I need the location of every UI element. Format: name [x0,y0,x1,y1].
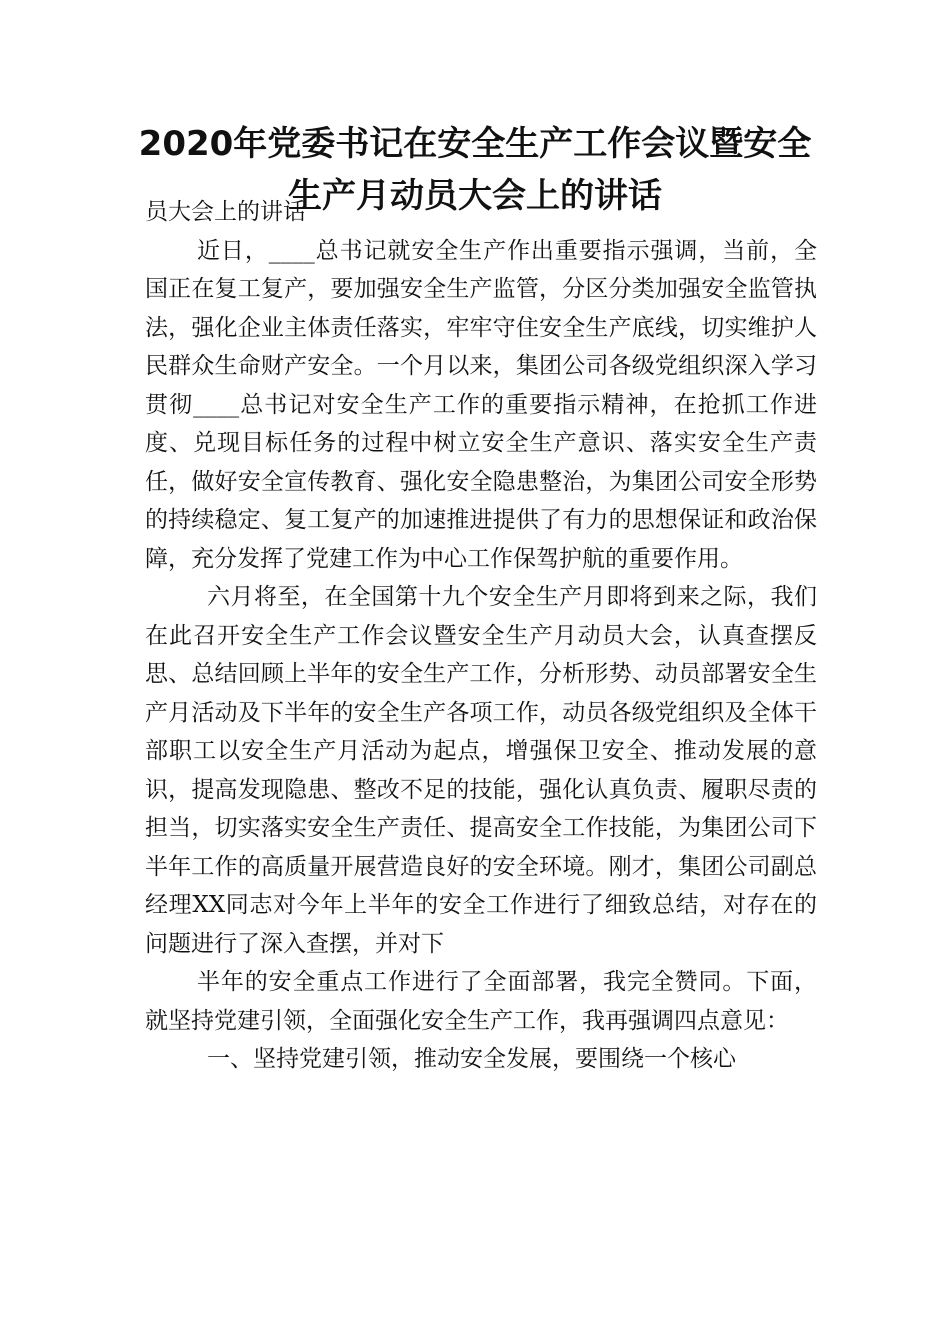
paragraph-fragment: 员大会上的讲话 [145,199,306,225]
section-heading: 一、坚持党建引领，推动安全发展，要围绕一个核心 [207,1046,736,1072]
paragraph: 近日，____总书记就安全生产作出重要指示强调，当前，全国正在复工复产，要加强安全生产监管，分区分类加强安全监管执法，强化企业主体责任落实，牢牢守住安全生产底线，切实维护人民群众生命财产安全。一个月以来，集团公司各级党组织深入学习贯彻____总书记对安全生产工作的重要指示精神，在抢抓工作进度、兑现目标任务的过程中树立安全生产意识、落实安全生产责任，做好安全宣传教育、强化安全隐患整治，为集团公司安全形势的持续稳定、复工复产的加速推进提供了有力的思想保证和政治保障，充分发挥了党建工作为中心工作保驾护航的重要作用。 [145,237,817,572]
title-line-2: 生产月动员大会上的讲话 [288,176,662,216]
paragraph: 六月将至，在全国第十九个安全生产月即将到来之际，我们在此召开安全生产工作会议暨安全生产月动员大会，认真查摆反思、总结回顾上半年的安全生产工作，分析形势、动员部署安全生产月活动及下半年的安全生产各项工作，动员各级党组织及全体干部职工以安全生产月活动为起点，增强保卫安全、推动发展的意识，提高发现隐患、整改不足的技能，强化认真负责、履职尽责的担当，切实落实安全生产责任、提高安全工作技能，为集团公司下半年工作的高质量开展营造良好的安全环境。刚才，集团公司副总经理XX同志对今年上半年的安全工作进行了细致总结，对存在的问题进行了深入查摆，并对下 [145,584,817,957]
document-body [145,193,817,1079]
paragraph: 半年的安全重点工作进行了全面部署，我完全赞同。下面，就坚持党建引领，全面强化安全生产工作，我再强调四点意见： [145,969,817,1034]
title-line-1: 2020年党委书记在安全生产工作会议暨安全 [138,124,812,164]
